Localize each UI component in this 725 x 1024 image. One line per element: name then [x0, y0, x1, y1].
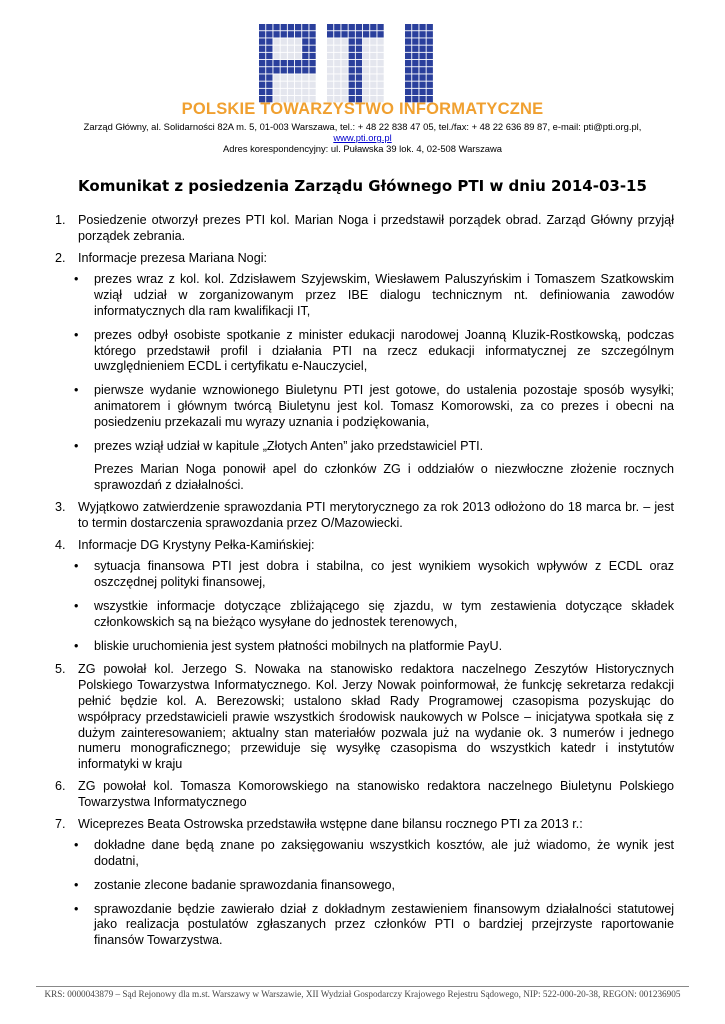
bullet-item: [52, 439, 674, 455]
bullet-text: dokładne dane będą znane po zaksięgowaniu wszystkich kosztów, ale już wiadomo, że wynik jest dodatni,: [94, 838, 674, 869]
item-text: Informacje prezesa Mariana Nogi:: [78, 250, 267, 265]
bullet-item: [52, 639, 674, 655]
item-text: Wyjątkowo zatwierdzenie sprawozdania PTI merytorycznego za rok 2013 odłożono do 18 marca br. – jest to termin dostarczenia sprawozdania przez O/Mazowiecki.: [78, 499, 674, 530]
bullet-icon: •: [74, 272, 79, 287]
item-text: Posiedzenie otworzył prezes PTI kol. Marian Noga i przedstawił porządek obrad. Zarząd Główny przyjął porządek zebrania.: [78, 213, 674, 243]
item-text: ZG powołał kol. Tomasza Komorowskiego na stanowisko redaktora naczelnego Biuletynu Polskiego Towarzystwa Informatycznego: [78, 778, 674, 809]
bullet-text: prezes wraz z kol. kol. Zdzisławem Szyjewskim, Wiesławem Paluszyńskim i Tomaszem Szatkowskim wziął udział w zorganizowanym przez IBE dialogu technicznym nt. definiowania zawodów informatycznych dla ram kwalifikacji IT,: [94, 272, 674, 318]
bullet-item: [52, 878, 674, 894]
bullet-text: sytuacja finansowa PTI jest dobra i stabilna, co jest wynikiem wysokich wpływów z ECDL oraz oszczędnej polityki finansowej,: [94, 559, 674, 590]
bullet-item: [52, 328, 674, 375]
footer-registration: KRS: 0000043879 – Sąd Rejonowy dla m.st. Warszawy w Warszawie, XII Wydział Gospodarczy Krajowego Rejestru Sądowego, NIP: 522-000-20-38, REGON: 001236905: [44, 989, 681, 999]
bullet-item: [52, 838, 674, 870]
item-number: 7.: [55, 816, 66, 831]
bullet-text: pierwsze wydanie wznowionego Biuletynu PTI jest gotowe, do ustalenia pozostaje sposób wysyłki; animatorem i głównym twórcą Biuletynu jest kol. Tomasz Komorowski, za co prezes i obecni na posiedzeniu przekazali mu wyrazy uznania i podziękowania,: [94, 383, 674, 429]
bullet-icon: •: [74, 559, 79, 574]
correspondence-address: Adres korespondencyjny: ul. Puławska 39 lok. 4, 02-508 Warszawa: [223, 143, 502, 154]
item-number: 1.: [55, 213, 66, 227]
list-item: [52, 500, 674, 532]
bullet-text: zostanie zlecone badanie sprawozdania finansowego,: [94, 877, 396, 892]
organization-name: POLSKIE TOWARZYSTWO INFORMATYCZNE: [181, 100, 544, 118]
footer-divider: [36, 986, 689, 987]
bullet-icon: •: [74, 838, 79, 853]
bullet-item: [52, 383, 674, 430]
bullet-item: [52, 902, 674, 949]
item-text: Informacje DG Krystyny Pełka-Kamińskiej:: [78, 537, 315, 552]
bullet-icon: •: [74, 327, 79, 342]
item-text: ZG powołał kol. Jerzego S. Nowaka na stanowisko redaktora naczelnego Zeszytów Historycznych Polskiego Towarzystwa Informatycznego. Kol. Jerzy Nowak poinformował, że funkcję sekretarza redakcji pełnić będzie kol. A. Berezowski; ustalono skład Rady Programowej czasopisma pozyskując do współpracy przedstawicieli prawie wszystkich środowisk naukowych w Polsce – inicjatywa spotkała się z dużym zainteresowaniem; aktualny stan materiałów pozwala już na wydanie ok. 3 numerów i jednego numeru monograficznego; przewiduje się wysyłkę czasopisma do wszystkich katedr i instytutów informatyki w kraju: [78, 662, 674, 772]
bullet-icon: •: [74, 598, 79, 613]
list-item: [52, 538, 674, 554]
item-number: 4.: [55, 537, 66, 552]
website-link[interactable]: www.pti.org.pl: [333, 132, 392, 143]
item-number: 6.: [55, 778, 66, 793]
bullet-text: bliskie uruchomienia jest system płatności mobilnych na platformie PayU.: [94, 638, 503, 653]
list-item: [52, 662, 674, 773]
list-item: [52, 251, 674, 267]
bullet-text: sprawozdanie będzie zawierało dział z dokładnym zestawieniem finansowym działalności statutowej jako realizacja postulatów zgłaszanych przez członków PTI o bardziej przejrzyste raportowanie finansów Towarzystwa.: [94, 901, 674, 948]
bullet-text: wszystkie informacje dotyczące zbliżającego się zjazdu, w tym zestawienia dotyczące składek członkowskich są na bieżąco wysyłane do jednostek terenowych,: [94, 598, 674, 629]
document-body: [52, 213, 674, 957]
bullet-item: [52, 559, 674, 591]
item-number: 2.: [55, 250, 66, 265]
bullet-icon: •: [74, 383, 79, 398]
item-note: Prezes Marian Noga ponowił apel do członków ZG i oddziałów o niezwłoczne złożenie rocznych sprawozdań z działalności.: [94, 462, 674, 493]
item-text: Wiceprezes Beata Ostrowska przedstawiła wstępne dane bilansu rocznego PTI za 2013 r.:: [78, 816, 583, 831]
pti-logo: [255, 22, 467, 106]
bullet-text: prezes wziął udział w kapitule „Złotych Anten” jako przedstawiciel PTI.: [94, 438, 484, 453]
list-item: [52, 817, 674, 833]
bullet-item: [52, 599, 674, 631]
bullet-icon: •: [74, 438, 79, 453]
list-item: [52, 779, 674, 811]
bullet-icon: •: [74, 638, 79, 653]
page-title: Komunikat z posiedzenia Zarządu Głównego PTI w dniu 2014-03-15: [78, 177, 647, 195]
address-line: Zarząd Główny, al. Solidarności 82A m. 5, 01-003 Warszawa, tel.: + 48 22 838 47 05, tel./fax: + 48 22 636 89 87, e-mail: pti@pti.org.pl,: [83, 121, 642, 132]
bullet-item: [52, 272, 674, 319]
bullet-icon: •: [74, 901, 79, 916]
list-item: [52, 213, 674, 245]
bullet-text: prezes odbył osobiste spotkanie z minister edukacji narodowej Joanną Kluzik-Rostkowską, podczas którego przedstawił profil i działania PTI na rzecz edukacji informatycznej ze szczególnym uwzględnieniem ECDL i certyfikatu e-Nauczyciel,: [94, 327, 674, 374]
item-number: 5.: [55, 662, 66, 677]
item-number: 3.: [55, 499, 66, 514]
bullet-icon: •: [74, 877, 79, 892]
